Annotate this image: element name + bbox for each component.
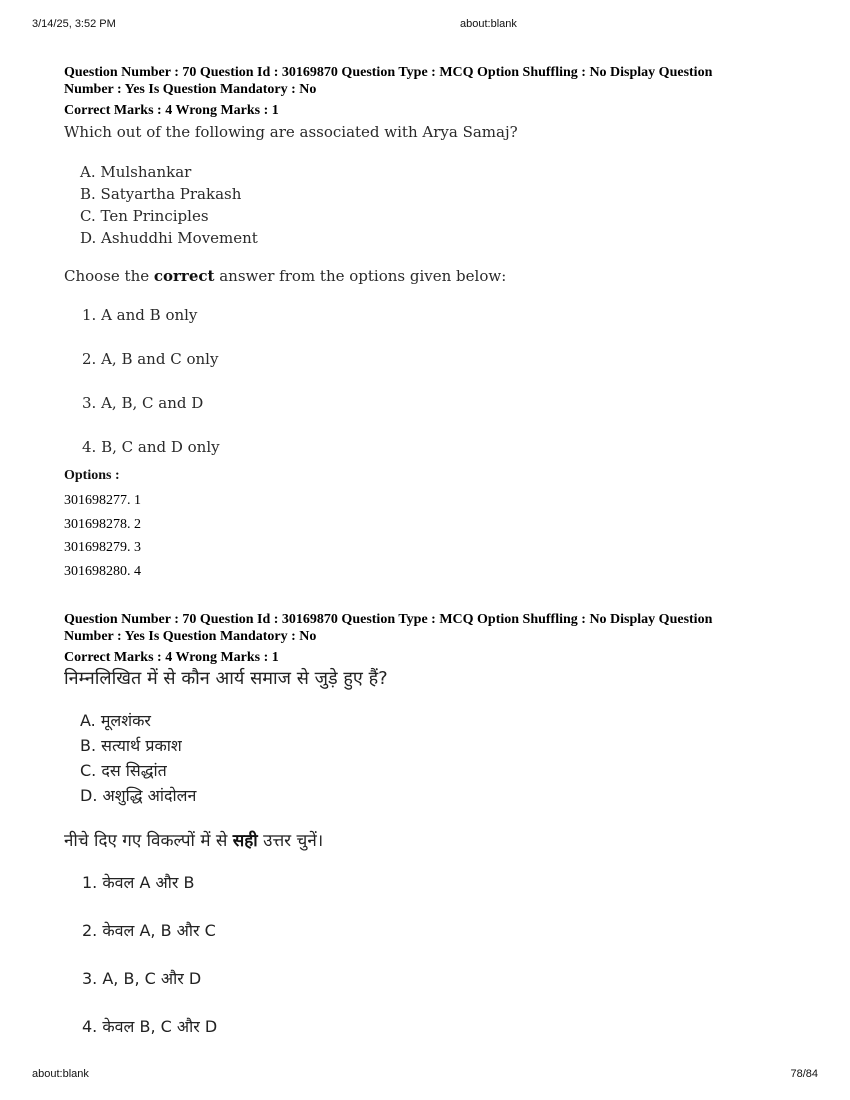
question-meta-line-1: Question Number : 70 Question Id : 30169870 Question Type : MCQ Option Shuffling : No Display Question — [64, 65, 713, 80]
option-id: 301698278. 2 — [64, 516, 141, 532]
option-id-list — [64, 489, 784, 583]
print-url: about:blank — [460, 18, 517, 30]
choose-instruction — [64, 828, 784, 851]
question-block-english — [64, 64, 784, 583]
statement-item: D. अशुद्धि आंदोलन — [80, 786, 197, 805]
statement-item: A. Mulshankar — [80, 163, 192, 181]
marks-info: Correct Marks : 4 Wrong Marks : 1 — [64, 103, 279, 118]
statement-list — [64, 161, 784, 249]
question-text: निम्नलिखित में से कौन आर्य समाज से जुड़े हुए हैं? — [64, 668, 388, 689]
question-meta — [64, 64, 784, 98]
choose-text-end: answer from the options given below: — [214, 267, 507, 285]
question-text: Which out of the following are associated with Arya Samaj? — [64, 123, 518, 141]
statement-item: A. मूलशंकर — [80, 711, 151, 730]
statement-item: B. Satyartha Prakash — [80, 185, 242, 203]
choose-text-end: उत्तर चुनें। — [257, 831, 324, 851]
choose-text-bold: correct — [153, 267, 215, 285]
print-datetime: 3/14/25, 3:52 PM — [32, 18, 116, 30]
answer-choice: 3. A, B, C and D — [82, 394, 204, 412]
print-header — [0, 18, 850, 34]
statement-item: C. Ten Principles — [80, 207, 209, 225]
question-block-hindi — [64, 611, 784, 1051]
option-id: 301698277. 1 — [64, 493, 141, 508]
statement-item: D. Ashuddhi Movement — [80, 229, 258, 247]
options-label: Options : — [64, 468, 120, 483]
choose-text-start: नीचे दिए गए विकल्पों में से — [64, 831, 233, 851]
choose-text-start: Choose the — [64, 267, 154, 285]
question-meta-line-2: Number : Yes Is Question Mandatory : No — [64, 82, 317, 97]
marks-info: Correct Marks : 4 Wrong Marks : 1 — [64, 650, 279, 665]
question-meta-line-1: Question Number : 70 Question Id : 30169870 Question Type : MCQ Option Shuffling : No Display Question — [64, 612, 713, 627]
option-id: 301698279. 3 — [64, 540, 141, 555]
page-content — [64, 64, 784, 1051]
answer-choice: 1. A and B only — [82, 306, 198, 324]
answer-choice: 1. केवल A और B — [82, 873, 195, 892]
option-id: 301698280. 4 — [64, 563, 141, 579]
question-meta — [64, 611, 784, 645]
print-footer — [0, 1068, 850, 1084]
statement-list — [64, 708, 784, 808]
answer-choice: 2. केवल A, B और C — [82, 921, 216, 940]
statement-item: C. दस सिद्धांत — [80, 761, 167, 780]
answer-choice: 2. A, B and C only — [82, 350, 219, 368]
footer-url: about:blank — [32, 1068, 89, 1080]
statement-item: B. सत्यार्थ प्रकाश — [80, 736, 182, 755]
answer-choice: 4. B, C and D only — [82, 438, 220, 456]
answer-choice: 3. A, B, C और D — [82, 969, 202, 988]
answer-choice: 4. केवल B, C और D — [82, 1017, 218, 1036]
choose-text-bold: सही — [232, 831, 258, 851]
page-number: 78/84 — [790, 1068, 818, 1080]
answer-choice-list — [64, 293, 784, 469]
choose-instruction — [64, 267, 784, 285]
question-meta-line-2: Number : Yes Is Question Mandatory : No — [64, 629, 317, 644]
answer-choice-list — [64, 859, 784, 1051]
